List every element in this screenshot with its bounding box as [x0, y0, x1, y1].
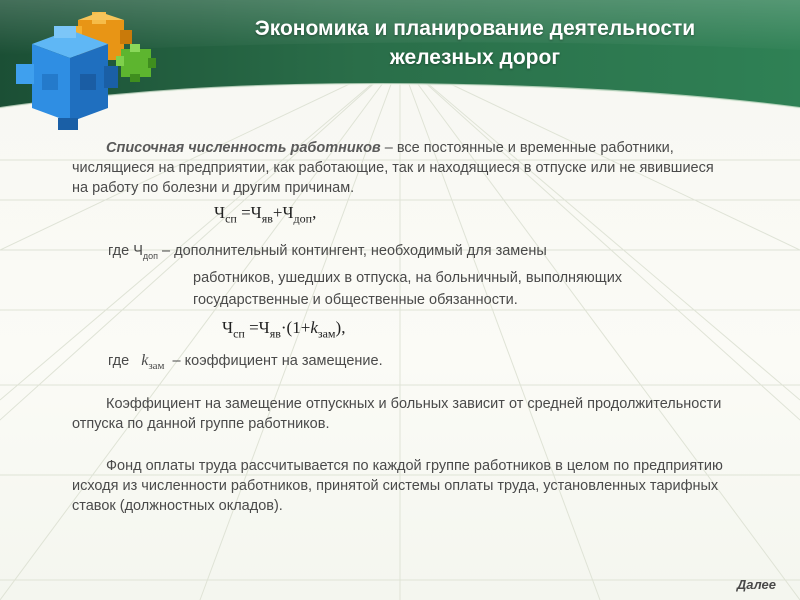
- definition-term: Списочная численность работников: [106, 140, 381, 156]
- formula2-mid: ·(1+: [280, 318, 311, 337]
- next-link[interactable]: Далее: [736, 577, 776, 592]
- where1-line2: работников, ушедших в отпуска, на больничный, выполняющих: [193, 269, 623, 286]
- formula1-lhs-sub: сп: [225, 211, 237, 226]
- where1-line1: [108, 240, 748, 267]
- formula2-tail: ),: [335, 318, 346, 337]
- formula2-term1-sub: яв: [269, 326, 281, 341]
- title-line-1: Экономика и планирование деятельности: [254, 17, 696, 40]
- where2-k: k: [141, 352, 149, 369]
- formula2-k-sub: зам: [317, 326, 336, 341]
- wage-fund-paragraph: Фонд оплаты труда рассчитывается по каждой группе работников в целом по предприятию исходя из численности работников, принятой системы оплаты труда, установленных тарифных ставок (должностных окладов).: [72, 458, 723, 514]
- definition-paragraph: [72, 138, 732, 198]
- slide-title: [175, 14, 775, 72]
- where2-text: – коэффициент на замещение.: [172, 353, 383, 369]
- where1-prefix: где Ч: [108, 243, 143, 259]
- where2-prefix: где: [108, 353, 130, 369]
- where1-sub: доп: [142, 250, 158, 261]
- definition-text: – все постоянные и временные работники, числящиеся на предприятии, как работающие, так и находящиеся в отпуске или не явившиеся на работу по болезни и другим причинам.: [72, 140, 714, 196]
- where2-k-sub: зам: [148, 359, 165, 372]
- where-extra-staff: [108, 240, 748, 311]
- formula-headcount: [214, 203, 316, 226]
- formula1-term2-sub: доп: [293, 211, 313, 226]
- formula1-eq: =Ч: [236, 203, 262, 222]
- formula1-term1-sub: яв: [261, 211, 273, 226]
- definition-block: [72, 138, 732, 198]
- where-coefficient: [108, 350, 383, 377]
- formula1-lhs: Ч: [214, 203, 226, 222]
- formula-replacement: [222, 318, 345, 341]
- wage-fund-block: [72, 456, 732, 516]
- formula1-plus: +Ч: [272, 203, 294, 222]
- coefficient-paragraph: Коэффициент на замещение отпускных и больных зависит от средней продолжительности отпуска по данной группе работников.: [72, 396, 722, 432]
- header: [0, 0, 800, 110]
- title-line-2: железных дорог: [389, 46, 561, 69]
- puzzle-cubes-logo-icon: [8, 8, 168, 133]
- formula2-k: k: [310, 318, 318, 337]
- where1-line3: государственные и общественные обязанности.: [193, 291, 518, 308]
- formula1-tail: ,: [312, 203, 317, 222]
- formula2-eq: =Ч: [244, 318, 270, 337]
- formula2-lhs-sub: сп: [233, 326, 245, 341]
- coefficient-block: [72, 394, 732, 434]
- formula2-lhs: Ч: [222, 318, 234, 337]
- where1-text-1: – дополнительный контингент, необходимый для замены: [158, 243, 547, 259]
